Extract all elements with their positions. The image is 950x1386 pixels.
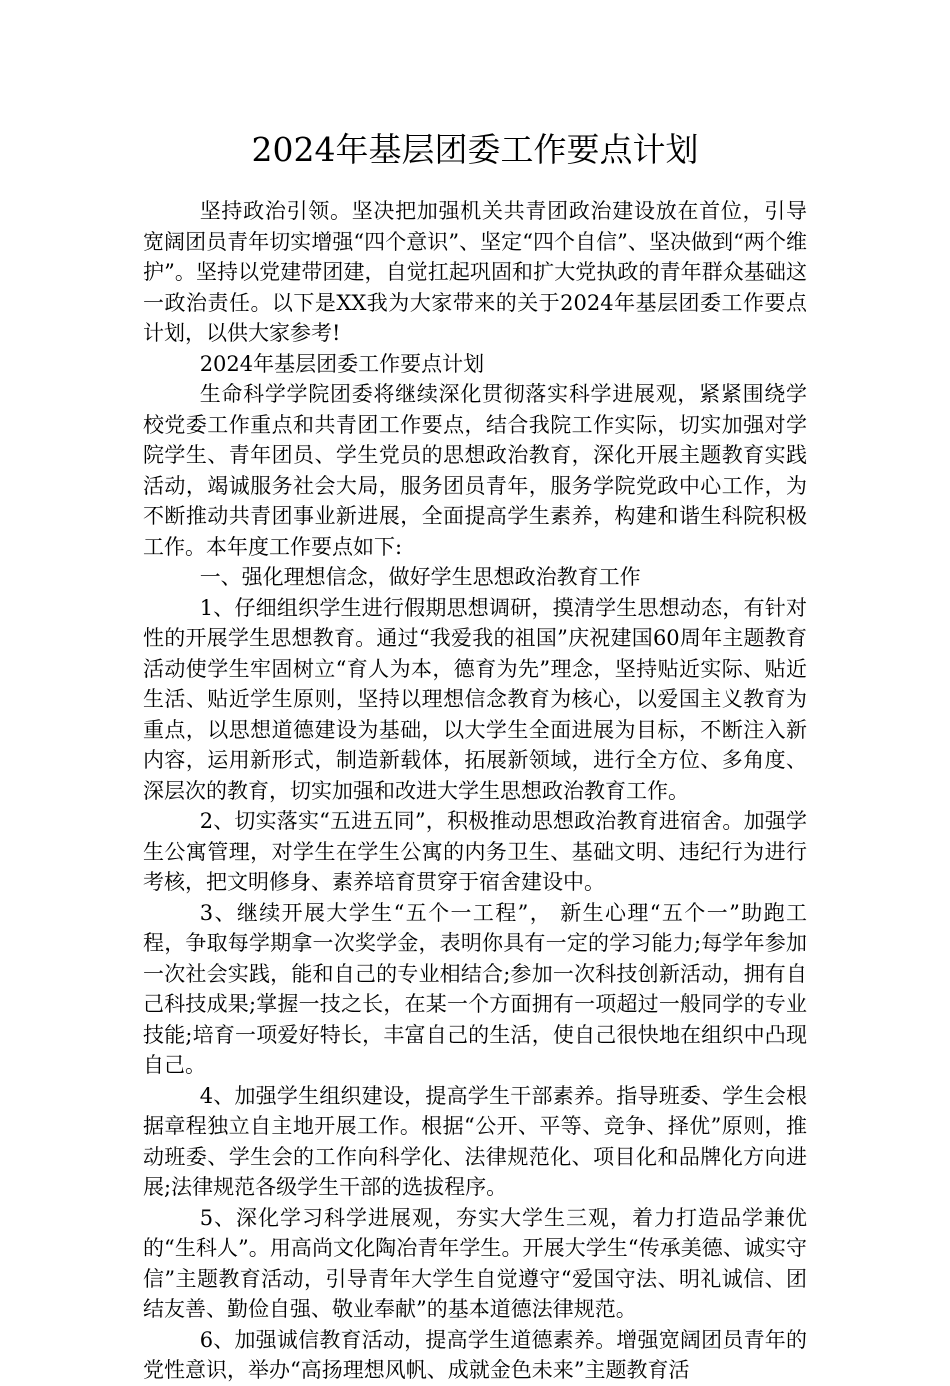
paragraph-item-2: 2、切实落实“五进五同”，积极推动思想政治教育进宿舍。加强学生公寓管理，对学生在学生公寓的内务卫生、基础文明、违纪行为进行考核，把文明修身、素养培育贯穿于宿舍建设中。 bbox=[143, 809, 807, 894]
paragraph-subtitle: 2024年基层团委工作要点计划 bbox=[199, 351, 485, 376]
paragraph-item-6: 6、加强诚信教育活动，提高学生道德素养。增强宽阔团员青年的党性意识，举办“高扬理想风帆、成就金色未来”主题教育活 bbox=[143, 1327, 807, 1382]
paragraph-item-5: 5、深化学习科学进展观，夯实大学生三观，着力打造品学兼优的“生科人”。用高尚文化陶冶青年学生。开展大学生“传承美德、诚实守信”主题教育活动，引导青年大学生自觉遵守“爱国守法、明礼诚信、团结友善、勤俭自强、敬业奉献”的基本道德法律规范。 bbox=[143, 1205, 807, 1321]
paragraph-item-4: 4、加强学生组织建设，提高学生干部素养。指导班委、学生会根据章程独立自主地开展工作。根据“公开、平等、竞争、择优”原则，推动班委、学生会的工作向科学化、法律规范化、项目化和品牌化方向进展;法律规范各级学生干部的选拔程序。 bbox=[143, 1083, 807, 1199]
document-body bbox=[143, 196, 807, 1386]
document-title: 2024年基层团委工作要点计划 bbox=[251, 130, 699, 169]
paragraph-item-1: 1、仔细组织学生进行假期思想调研，摸清学生思想动态，有针对性的开展学生思想教育。通过“我爱我的祖国”庆祝建国60周年主题教育活动使学生牢固树立“育人为本，德育为先”理念，坚持贴近实际、贴近生活、贴近学生原则，坚持以理想信念教育为核心，以爱国主义教育为重点，以思想道德建设为基础，以大学生全面进展为目标，不断注入新内容，运用新形式，制造新载体，拓展新领域，进行全方位、多角度、深层次的教育，切实加强和改进大学生思想政治教育工作。 bbox=[143, 595, 807, 803]
paragraph-intro: 坚持政治引领。坚决把加强机关共青团政治建设放在首位，引导宽阔团员青年切实增强“四个意识”、坚定“四个自信”、坚决做到“两个维护”。坚持以党建带团建，自觉扛起巩固和扩大党执政的青年群众基础这一政治责任。以下是XX我为大家带来的关于2024年基层团委工作要点计划，以供大家参考! bbox=[143, 199, 807, 345]
section-heading-1: 一、强化理想信念，做好学生思想政治教育工作 bbox=[199, 565, 641, 589]
paragraph-overview: 生命科学学院团委将继续深化贯彻落实科学进展观，紧紧围绕学校党委工作重点和共青团工作要点，结合我院工作实际，切实加强对学院学生、青年团员、学生党员的思想政治教育，深化开展主题教育实践活动，竭诚服务社会大局，服务团员青年，服务学院党政中心工作，为不断推动共青团事业新进展，全面提高学生素养，构建和谐生科院积极工作。本年度工作要点如下: bbox=[143, 382, 807, 559]
paragraph-item-3: 3、继续开展大学生“五个一工程”， 新生心理“五个一”助跑工程，争取每学期拿一次奖学金，表明你具有一定的学习能力;每学年参加一次社会实践，能和自己的专业相结合;参加一次科技创新活动，拥有自己科技成果;掌握一技之长，在某一个方面拥有一项超过一般同学的专业技能;培育一项爱好特长，丰富自己的生活，使自己很快地在组织中凸现自己。 bbox=[143, 900, 807, 1077]
